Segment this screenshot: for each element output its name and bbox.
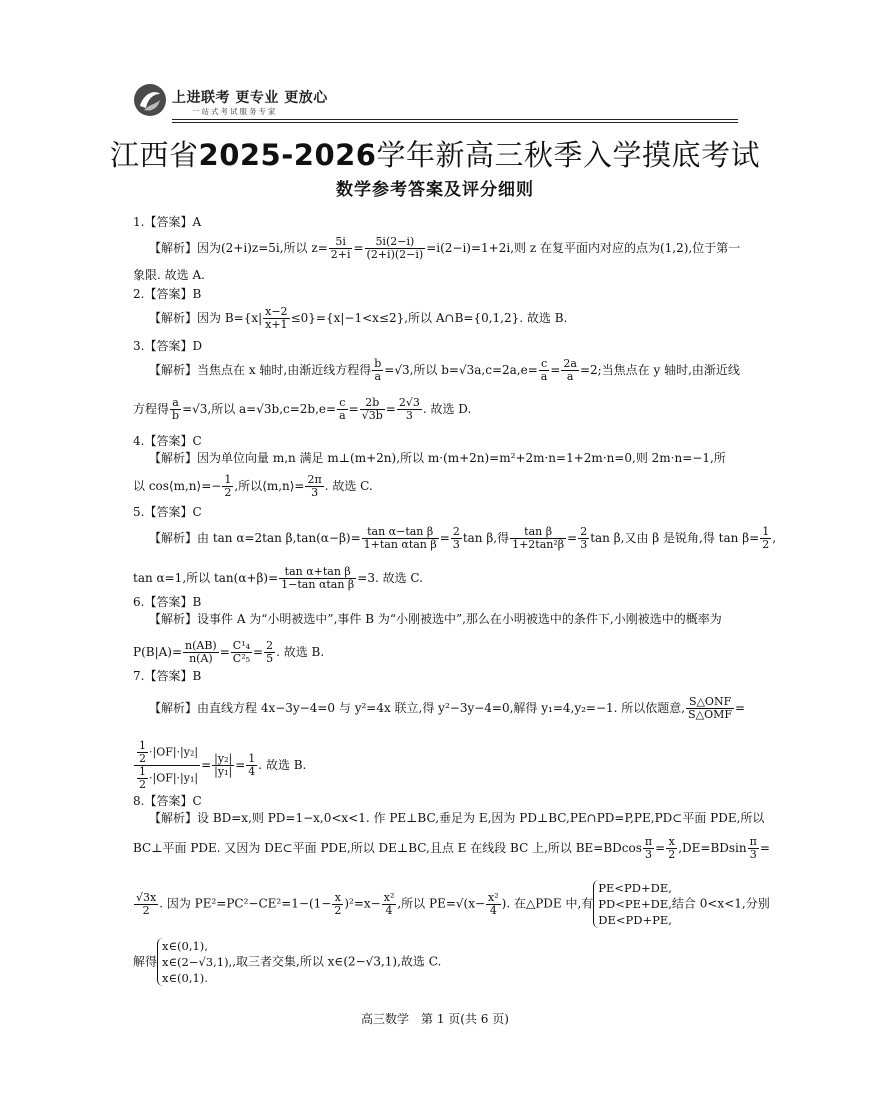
brand-slogan: 上进联考 更专业 更放心 <box>172 90 328 106</box>
header-rule-thin <box>172 122 738 123</box>
q7-answer: 7.【答案】B <box>133 669 202 683</box>
q2-analysis-line1: 【解析】因为 B={x| $\frac{x-2}{x+1}$ ≤0}={x|−1<x≤2},所以 A∩B={0,1,2}. 故选 B. <box>149 305 568 331</box>
q4-analysis-line2: 以 cos⟨m,n⟩=− $\frac{1}{2}$ ,所以⟨m,n⟩= $\frac{2\pi}{3}$ . 故选 C. <box>133 473 373 499</box>
q3-analysis-line1: 【解析】当焦点在 x 轴时,由渐近线方程得 $\frac{b}{a}$ =√3,所以 b=√3a,c=2a,e= $\frac{c}{a}$ = $\frac{2a}{a}$ =2;当焦点在 y 轴时,由渐近线 <box>149 357 740 383</box>
q2-answer: 2.【答案】B <box>133 287 202 301</box>
q8-analysis-line2: BC⊥平面 PDE. 又因为 DE⊂平面 PDE,所以 DE⊥BC,且点 E 在线段 BC 上,所以 BE=BDcos $\frac{\pi}{3}$ = $\frac{x}{2}$ ,DE=BDsin $\frac{\pi}{3}$ = <box>133 835 770 861</box>
q8-answer: 8.【答案】C <box>133 794 202 808</box>
q1-analysis-line1: 【解析】因为(2+i)z=5i,所以 z= $\frac{5i}{2+i}$ = $\frac{5i(2-i)}{(2+i)(2-i)}$ =i(2−i)=1+2i,则 z 在复平面内对应的点为(1,2),位于第一 <box>149 235 741 261</box>
q4-analysis-line1: 【解析】因为单位向量 m,n 满足 m⊥(m+2n),所以 m·(m+2n)=m²+2m·n=1+2m·n=0,则 2m·n=−1,所 <box>149 451 726 465</box>
document-subtitle: 数学参考答案及评分细则 <box>336 180 534 200</box>
q7-analysis-line2: $\frac{1}{2}$ ·|OF|·|y₂| $\frac{1}{2}$ ·|OF|·|y₁| = $\frac{\text{|y₂|}}{\text{|y₁|}}$ = $\frac{1}{4}$ . 故选 B. <box>133 740 306 791</box>
q3-analysis-line2: 方程得 $\frac{a}{b}$ =√3,所以 a=√3b,c=2b,e= $\frac{c}{a}$ = $\frac{2b}{√3b}$ = $\frac{2√3}{3}$ . 故选 D. <box>133 396 472 422</box>
q4-answer: 4.【答案】C <box>133 434 202 448</box>
q6-answer: 6.【答案】B <box>133 595 202 609</box>
q8-analysis-line1: 【解析】设 BD=x,则 PD=1−x,0<x<1. 作 PE⊥BC,垂足为 E,因为 PD⊥BC,PE∩PD=P,PE,PD⊂平面 PDE,所以 <box>149 811 765 825</box>
q6-analysis-line2: P(B|A)= $\frac{n(AB)}{n(A)}$ = $\frac{\text{C¹₄}}{\text{C²₅}}$ = $\frac{2}{5}$ . 故选 B. <box>133 639 325 665</box>
document-title: 江西省2025-2026学年新高三秋季入学摸底考试 <box>110 138 760 172</box>
q3-answer: 3.【答案】D <box>133 339 203 353</box>
brand-tagline: 一站式考试服务专家 <box>192 107 278 116</box>
q7-analysis-line1: 【解析】由直线方程 4x−3y−4=0 与 y²=4x 联立,得 y²−3y−4=0,解得 y₁=4,y₂=−1. 所以依题意, $\frac{\text{S△ONF}}{\text{S△OMF}}$ = <box>149 695 746 721</box>
header-rule <box>172 119 738 120</box>
q5-answer: 5.【答案】C <box>133 505 202 519</box>
logo-icon <box>132 82 168 118</box>
header <box>132 82 738 126</box>
q6-analysis-line1: 【解析】设事件 A 为“小明被选中”,事件 B 为“小刚被选中”,那么在小明被选中的条件下,小刚被选中的概率为 <box>149 612 722 626</box>
q8-analysis-line4: 解得 x∈(0,1), x∈(2−√3,1), x∈(0,1). ,取三者交集,所以 x∈(2−√3,1),故选 C. <box>133 939 442 985</box>
q1-answer: 1.【答案】A <box>133 215 202 229</box>
q5-analysis-line2: tan α=1,所以 tan(α+β)= $\frac{\text{tan α+tan β}}{\text{1−tan αtan β}}$ =3. 故选 C. <box>133 565 423 591</box>
q8-analysis-line3: $\frac{√3x}{2}$ . 因为 PE²=PC²−CE²=1−(1− $\frac{x}{2}$ )²=x− $\frac{\text{x²}}{4}$ ,所以 PE=√(x− $\frac{\text{x²}}{4}$ ). 在△PDE 中,有 PE<PD+DE, PD<PE+DE, DE<PD+PE, 结合 0<x<1,分别 <box>136 881 770 927</box>
q1-analysis-line2: 象限. 故选 A. <box>133 268 205 282</box>
page-footer: 高三数学 第 1 页(共 6 页) <box>361 1012 509 1026</box>
q5-analysis-line1: 【解析】由 tan α=2tan β,tan(α−β)= $\frac{\text{tan α−tan β}}{\text{1+tan αtan β}}$ = $\frac{2}{3}$ tan β,得 $\frac{\text{tan β}}{\text{1+2tan²β}}$ = $\frac{2}{3}$ tan β,又由 β 是锐角,得 tan β= $\frac{1}{2}$ , <box>149 525 777 551</box>
